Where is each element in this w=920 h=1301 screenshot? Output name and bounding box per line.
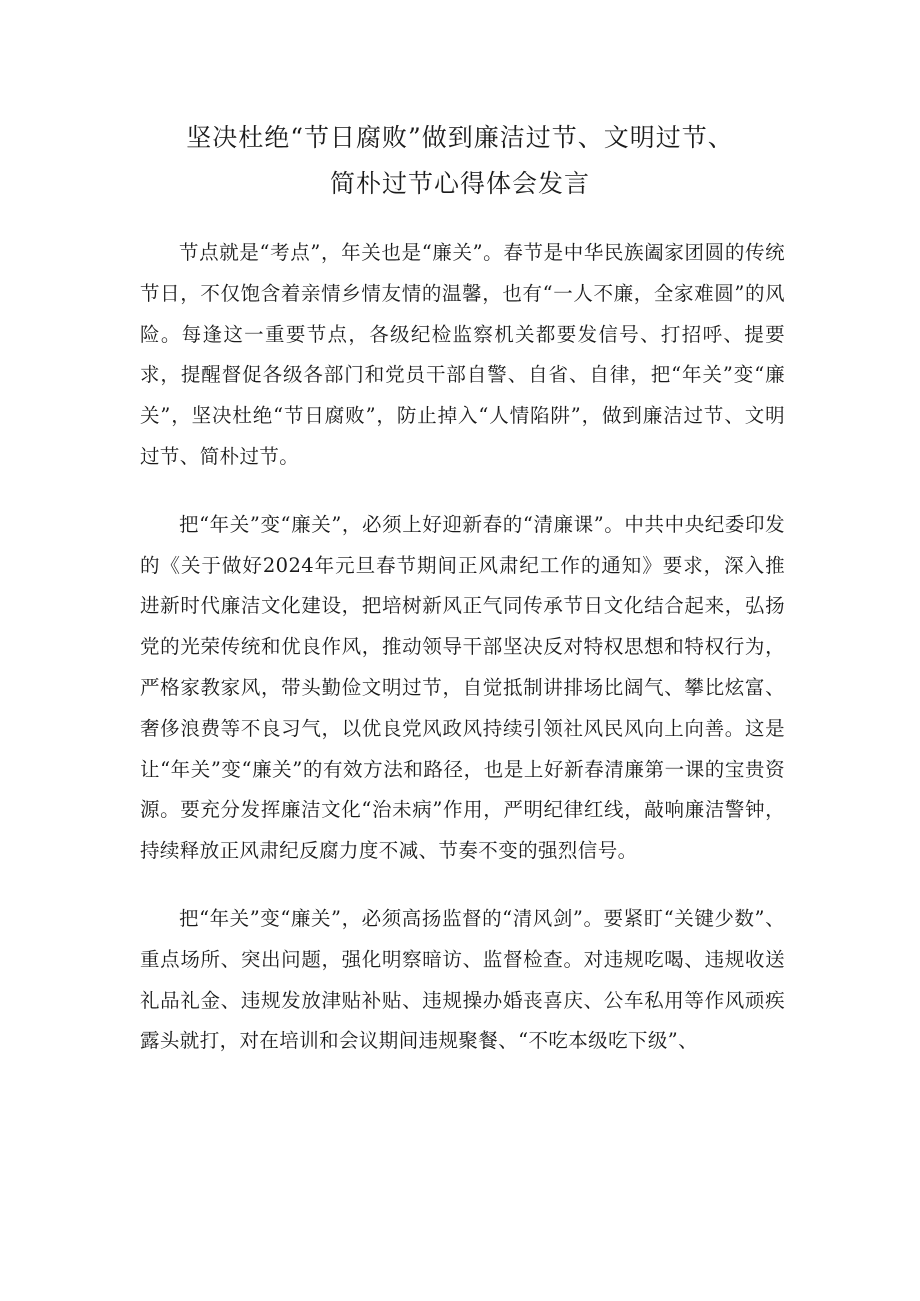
paragraph-1: 节点就是“考点”，年关也是“廉关”。春节是中华民族阖家团圆的传统节日，不仅饱含着亲情乡情友情的温馨，也有“一人不廉，全家难圆”的风险。每逢这一重要节点，各级纪检监察机关都要发信号、打招呼、提要求，提醒督促各级各部门和党员干部自警、自省、自律，把“年关”变“廉关”，坚决杜绝“节日腐败”，防止掉入“人情陷阱”，做到廉洁过节、文明过节、简朴过节。 xyxy=(140,241,785,468)
paragraph-2: 把“年关”变“廉关”，必须上好迎新春的“清廉课”。中共中央纪委印发的《关于做好2024年元旦春节期间正风肃纪工作的通知》要求，深入推进新时代廉洁文化建设，把培树新风正气同传承节日文化结合起来，弘扬党的光荣传统和优良作风，推动领导干部坚决反对特权思想和特权行为，严格家教家风，带头勤俭文明过节，自觉抵制讲排场比阔气、攀比炫富、奢侈浪费等不良习气，以优良党风政风持续引领社风民风向上向善。这是让“年关”变“廉关”的有效方法和路径，也是上好新春清廉第一课的宝贵资源。要充分发挥廉洁文化“治未病”作用，严明纪律红线，敲响廉洁警钟，持续释放正风肃纪反腐力度不减、节奏不变的强烈信号。 xyxy=(140,512,785,863)
document-body xyxy=(140,233,785,1089)
document-title xyxy=(130,115,790,207)
title-line-1: 坚决杜绝“节日腐败”做到廉洁过节、文明过节、 xyxy=(186,123,734,152)
paragraph-3: 把“年关”变“廉关”，必须高扬监督的“清风剑”。要紧盯“关键少数”、重点场所、突出问题，强化明察暗访、监督检查。对违规吃喝、违规收送礼品礼金、违规发放津贴补贴、违规操办婚丧喜庆、公车私用等作风顽疾露头就打，对在培训和会议期间违规聚餐、“不吃本级吃下级”、 xyxy=(140,906,785,1053)
title-line-2: 简朴过节心得体会发言 xyxy=(329,169,590,198)
